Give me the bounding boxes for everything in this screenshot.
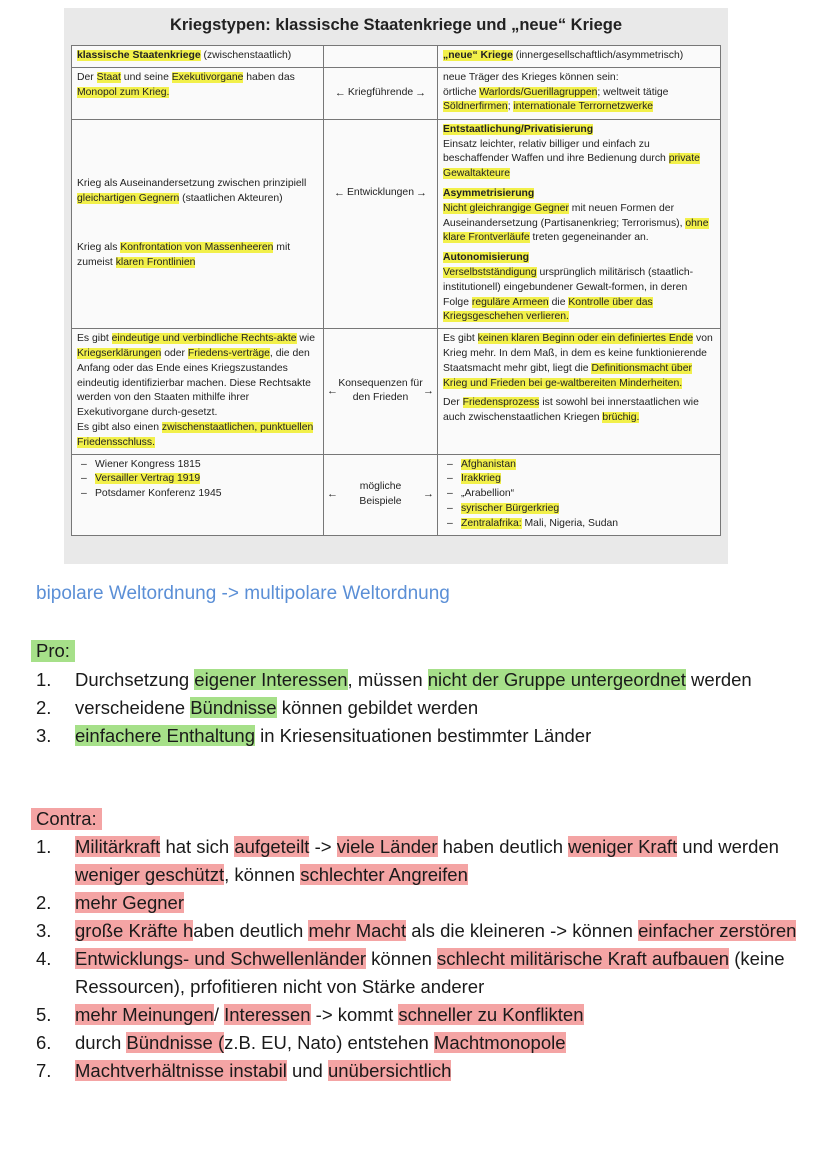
list-item: – Potsdamer Konferenz 1945 <box>77 487 318 502</box>
list-item: 3. große Kräfte haben deutlich mehr Macht als die kleineren -> können einfacher zerstören <box>36 920 797 941</box>
list-item: 2. verscheidene Bündnisse können gebildet werden <box>36 697 479 718</box>
list-item: 6. durch Bündnisse (z.B. EU, Nato) entstehen Machtmonopole <box>36 1032 566 1053</box>
list-item: – Irakkrieg <box>443 472 715 487</box>
arrow-right-icon: → <box>423 488 434 501</box>
list-item: 1. Militärkraft hat sich aufgeteilt -> viele Länder haben deutlich weniger Kraft und werden weniger geschützt, können schlechter Angreifen <box>36 836 779 885</box>
war-types-table <box>71 45 721 536</box>
list-item: 5. mehr Meinungen/ Interessen -> kommt schneller zu Konflikten <box>36 1004 584 1025</box>
row-entwicklungen <box>72 119 721 328</box>
cell-left: Der Staat und seine Exekutivorgane haben das Monopol zum Krieg. <box>72 67 324 119</box>
cell-right <box>438 454 721 535</box>
row-beispiele <box>72 454 721 535</box>
list-item: – „Arabellion“ <box>443 487 715 502</box>
arrow-left-icon: ← <box>327 488 338 501</box>
cell-left: Es gibt eindeutige und verbindliche Rechts-akte wie Kriegserklärungen oder Friedens-verträge, die den Anfang oder das Ende eines Kriegszustandes eindeutig identifizierbar machen. Diese Rechtsakte werden von den Staaten mithilfe ihrer Exekutivorgane durch-gesetzt. Es gibt also einen zwischenstaatlichen, punktuellen Friedensschluss. <box>72 329 324 454</box>
list-item: – Versailler Vertrag 1919 <box>77 472 318 487</box>
table-header-row <box>72 46 721 68</box>
list-item: – syrischer Bürgerkrieg <box>443 502 715 517</box>
row-konsequenzen <box>72 329 721 454</box>
arrow-left-icon: ← <box>334 86 346 99</box>
list-item: 7. Machtverhältnisse instabil und unübersichtlich <box>36 1060 452 1081</box>
row-kriegfuehrende <box>72 67 721 119</box>
header-left: klassische Staatenkriege (zwischenstaatlich) <box>72 46 324 68</box>
row-label: ← Kriegführende → <box>324 67 438 119</box>
scanned-table-image <box>64 8 728 564</box>
row-label: ← Entwicklungen → <box>324 119 438 328</box>
cell-right: Es gibt keinen klaren Beginn oder ein definiertes Ende von Krieg mehr. In dem Maß, in dem es keine funktionierende Staatsmacht mehr gibt, liegt die Definitionsmacht über Krieg und Frieden bei ge-waltbereiten Minderheiten. Der Friedensprozess ist sowohl bei innerstaatlichen wie auch zwischenstaatlichen Kriegen brüchig. <box>438 329 721 454</box>
pro-list <box>36 666 806 750</box>
pro-heading: Pro: <box>31 640 75 662</box>
contra-heading: Contra: <box>31 808 102 830</box>
arrow-right-icon: → <box>416 186 427 199</box>
list-item: 1. Durchsetzung eigener Interessen, müssen nicht der Gruppe untergeordnet werden <box>36 669 752 690</box>
arrow-right-icon: → <box>423 384 434 397</box>
list-item: – Wiener Kongress 1815 <box>77 458 318 473</box>
arrow-left-icon: ← <box>333 186 345 199</box>
list-item: – Zentralafrika: Mali, Nigeria, Sudan <box>443 517 715 532</box>
arrow-right-icon: → <box>415 86 427 99</box>
arrow-left-icon: ← <box>327 384 338 397</box>
cell-right: neue Träger des Krieges können sein: örtliche Warlords/Guerillagruppen; weltweit tätige Söldnerfirmen; internationale Terrornetzwerke <box>438 67 721 119</box>
table-title: Kriegstypen: klassische Staatenkriege und „neue“ Kriege <box>169 16 623 34</box>
row-label: ← Konsequenzen für den Frieden → <box>324 329 438 454</box>
list-item: 2. mehr Gegner <box>36 892 184 913</box>
list-item: 3. einfachere Enthaltung in Kriesensituationen bestimmter Länder <box>36 725 592 746</box>
world-order-note: bipolare Weltordnung -> multipolare Weltordnung <box>36 583 450 604</box>
cell-left <box>72 454 324 535</box>
list-item: 4. Entwicklungs- und Schwellenländer können schlecht militärische Kraft aufbauen (keine Ressourcen), prfofitieren nicht von Stärke anderer <box>36 948 785 997</box>
list-item: – Afghanistan <box>443 458 715 473</box>
contra-list <box>36 833 806 1085</box>
row-label: ← mögliche Beispiele → <box>324 454 438 535</box>
header-right: „neue“ Kriege (innergesellschaftlich/asymmetrisch) <box>438 46 721 68</box>
cell-right: Entstaatlichung/Privatisierung Einsatz leichter, relativ billiger und einfach zu beschaffender Waffen und ihre Bedienung durch private Gewaltakteure Asymmetrisierung Nicht gleichrangige Gegner mit neuen Formen der Auseinandersetzung (Partisanenkrieg; Terrorismus), ohne klare Frontverläufe treten gegeneinander an. Autonomisierung Verselbstständigung ursprünglich militärisch (staatlich-institutionell) eingebundener Gewalt-formen, in deren Folge reguläre Armeen die Kontrolle über das Kriegsgeschehen verlieren. <box>438 119 721 328</box>
cell-left: Krieg als Auseinandersetzung zwischen prinzipiell gleichartigen Gegnern (staatlichen Akteuren) Krieg als Konfrontation von Massenheeren mit zumeist klaren Frontlinien <box>72 119 324 328</box>
